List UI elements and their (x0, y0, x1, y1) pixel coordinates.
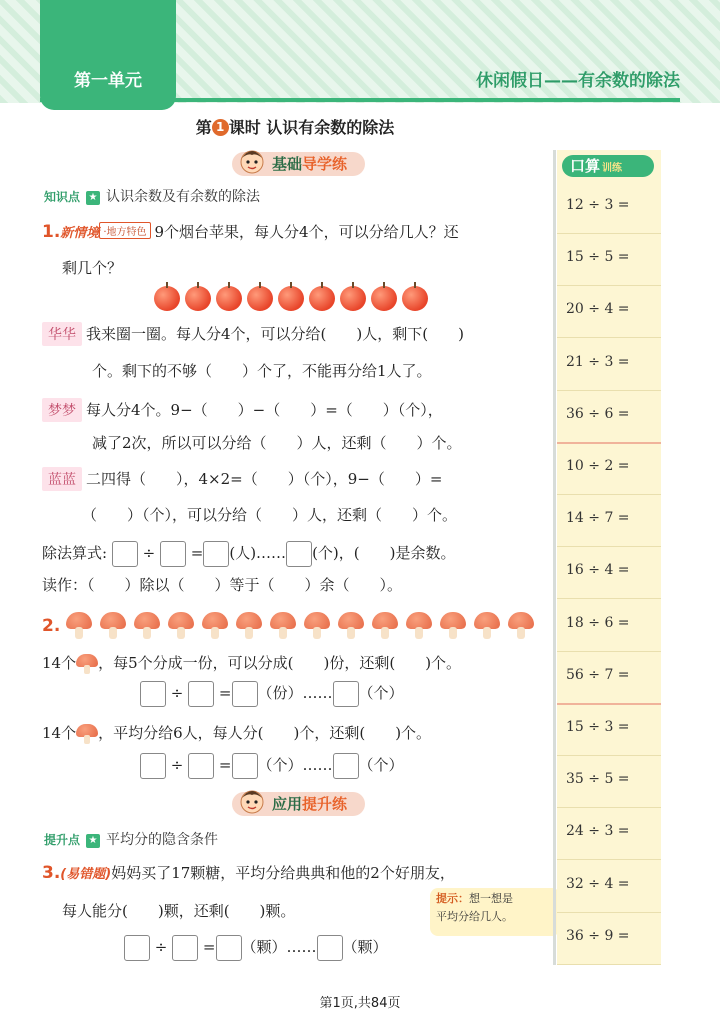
mental-math-separator (557, 598, 661, 599)
answer-box[interactable] (188, 753, 214, 779)
mental-math-item[interactable]: 15 ÷ 3 = (566, 719, 630, 735)
q2-line-2 (42, 722, 431, 744)
mushroom-icon (474, 612, 500, 640)
lesson-name: 认识有余数的除法 (266, 118, 395, 137)
new-context-tag: 新情境 (60, 226, 100, 241)
apple-icon (402, 286, 428, 311)
mushroom-icon (76, 654, 98, 674)
q2-line-2-pre: 14个 (42, 724, 77, 742)
knowledge-point-tag: 知识点 (44, 190, 81, 204)
mental-math-item[interactable]: 12 ÷ 3 = (566, 197, 630, 213)
speaker-lanlan: 蓝蓝 (42, 467, 82, 491)
answer-box[interactable] (160, 541, 186, 567)
mushroom-icon (100, 612, 126, 640)
mental-math-item[interactable]: 14 ÷ 7 = (566, 510, 630, 527)
banner-text: 基础 (272, 155, 303, 173)
unit-title: 第一单元 (74, 71, 142, 91)
unit-remainder: (个)，( )是余数。 (312, 544, 456, 562)
knowledge-point (42, 186, 260, 206)
answer-box[interactable] (232, 681, 258, 707)
mental-math-separator (557, 233, 661, 234)
question-number: 2. (42, 616, 61, 636)
unit-items: （个） (358, 756, 404, 774)
div-sign: ÷ (170, 756, 184, 774)
huahua-line-1 (42, 322, 464, 346)
apple-row (154, 286, 428, 311)
mental-math-separator (557, 964, 661, 965)
header-divider (40, 98, 680, 102)
apple-icon (154, 286, 180, 311)
banner-highlight: 导学练 (302, 155, 348, 173)
q2-line-1 (42, 652, 461, 674)
apple-icon (371, 286, 397, 311)
lesson-number-badge: 1 (212, 119, 229, 136)
mental-math-item[interactable]: 36 ÷ 9 = (566, 927, 630, 944)
mental-math-item[interactable]: 20 ÷ 4 = (566, 301, 630, 318)
mental-math-separator (557, 755, 661, 756)
lanlan-line-2: （ ）（个），可以分给（ ）人，还剩（ ）个。 (82, 506, 458, 524)
answer-box[interactable] (172, 935, 198, 961)
mental-math-separator (557, 390, 661, 391)
mental-math-separator (557, 337, 661, 338)
question-number: 3. (42, 863, 61, 883)
page-footer: 第1页,共84页 (319, 996, 401, 1011)
mental-math-header (562, 155, 654, 177)
mushroom-icon (236, 612, 262, 640)
lanlan-text-1: 二四得（ ），4×2=（ ）（个），9−（ ）= (86, 470, 443, 488)
mushroom-icon (202, 612, 228, 640)
mental-math-separator (557, 651, 661, 652)
huahua-line-2: 个。剩下的不够（ ）个了，不能再分给1人了。 (92, 362, 432, 380)
lesson-prefix: 第 (195, 118, 212, 137)
star-icon: ★ (86, 191, 100, 205)
unit-tab (40, 0, 176, 110)
local-feature-tag: ·地方特色 (99, 222, 150, 239)
lesson-suffix: 课时 (228, 118, 261, 137)
question-1-stem (42, 221, 459, 242)
hint-text-1: 想一想是 (469, 892, 513, 905)
mental-math-subtitle: 训练 (602, 163, 623, 174)
read-as-line: 读作：（ ）除以（ ）等于（ ）余（ ）。 (42, 576, 403, 594)
answer-box[interactable] (286, 541, 312, 567)
mushroom-icon (440, 612, 466, 640)
mental-math-separator (557, 546, 661, 547)
apple-icon (216, 286, 242, 311)
answer-box[interactable] (124, 935, 150, 961)
answer-box[interactable] (140, 681, 166, 707)
answer-box[interactable] (333, 681, 359, 707)
question-3-stem (42, 862, 455, 883)
apple-icon (278, 286, 304, 311)
mental-math-separator (557, 703, 661, 705)
q2-line-2-post: ，平均分给6人，每人分( )个，还剩( )个。 (98, 724, 432, 742)
eq-sign: = (218, 756, 232, 774)
question-1-stem-cont: 剩几个？ (62, 259, 123, 277)
lanlan-line-1 (42, 467, 442, 491)
error-prone-tag: (易错题) (60, 867, 112, 882)
chapter-title: 休闲假日——有余数的除法 (476, 71, 680, 91)
mushroom-icon (168, 612, 194, 640)
mental-math-separator (557, 285, 661, 286)
question-3-stem-cont: 每人能分( )颗，还剩( )颗。 (62, 902, 296, 920)
mushroom-row (66, 612, 534, 640)
mengmeng-line-2: 减了2次，所以可以分给（ ）人，还剩（ ）个。 (92, 434, 462, 452)
mushroom-icon (134, 612, 160, 640)
div-sign: ÷ (170, 684, 184, 702)
improvement-point-text: 平均分的隐含条件 (106, 832, 219, 848)
q2-equation-2 (140, 753, 404, 779)
division-label: 除法算式: (42, 544, 108, 562)
side-divider (553, 150, 556, 965)
answer-box[interactable] (317, 935, 343, 961)
eq-sign: = (202, 938, 216, 956)
huahua-text-1: 我来圈一圈。每人分4个，可以分给( )人，剩下( ) (86, 325, 464, 343)
knowledge-point-text: 认识余数及有余数的除法 (106, 189, 261, 205)
mental-math-separator (557, 912, 661, 913)
speaker-mengmeng: 梦梦 (42, 398, 82, 422)
mental-math-title: 口算 (570, 157, 601, 175)
q2-equation-1 (140, 681, 404, 707)
unit-candies: （颗）…… (241, 938, 317, 956)
hint-title: 提示： (436, 892, 469, 905)
hint-text-2: 平均分给几人。 (436, 910, 513, 923)
answer-box[interactable] (216, 935, 242, 961)
mushroom-icon (406, 612, 432, 640)
mental-math-item[interactable]: 32 ÷ 4 = (566, 875, 630, 892)
mengmeng-line-1 (42, 398, 443, 422)
mental-math-item[interactable]: 21 ÷ 3 = (566, 353, 630, 370)
q2-line-1-pre: 14个 (42, 654, 77, 672)
mental-math-separator (557, 859, 661, 860)
mental-math-item[interactable]: 35 ÷ 5 = (566, 771, 630, 788)
unit-candies: （颗） (342, 938, 388, 956)
div-sign: ÷ (142, 544, 156, 562)
div-sign: ÷ (154, 938, 168, 956)
question-2-number (42, 616, 60, 636)
unit-portions: （份）…… (257, 684, 333, 702)
answer-box[interactable] (140, 753, 166, 779)
mushroom-icon (270, 612, 296, 640)
question-number: 1. (42, 222, 61, 242)
mengmeng-text-1: 每人分4个。9−（ ）−（ ）=（ ）（个）， (86, 401, 443, 419)
star-icon: ★ (86, 834, 100, 848)
banner-highlight: 提升练 (302, 795, 348, 813)
division-equation-1 (42, 541, 455, 567)
mushroom-icon (76, 724, 98, 744)
lesson-title (0, 115, 590, 138)
answer-box[interactable] (333, 753, 359, 779)
answer-box[interactable] (112, 541, 138, 567)
mushroom-icon (66, 612, 92, 640)
improvement-point (42, 829, 218, 849)
unit-people: (人)…… (229, 544, 287, 562)
q3-equation (124, 935, 388, 961)
eq-sign: = (190, 544, 204, 562)
mental-math-separator (557, 494, 661, 495)
mental-math-item[interactable]: 56 ÷ 7 = (566, 666, 630, 683)
improvement-point-tag: 提升点 (44, 833, 81, 847)
mushroom-icon (304, 612, 330, 640)
banner-text: 应用 (272, 795, 303, 813)
apple-icon (340, 286, 366, 311)
mental-math-item[interactable]: 15 ÷ 5 = (566, 249, 630, 266)
mental-math-item[interactable]: 18 ÷ 6 = (566, 614, 630, 631)
answer-box[interactable] (232, 753, 258, 779)
mental-math-item[interactable]: 24 ÷ 3 = (566, 823, 630, 840)
unit-items: （个） (358, 684, 404, 702)
mental-math-item[interactable]: 36 ÷ 6 = (566, 405, 630, 422)
question-text: 9个烟台苹果，每人分4个，可以分给几人？还 (154, 223, 459, 241)
apple-icon (185, 286, 211, 311)
apple-icon (309, 286, 335, 311)
mental-math-item[interactable]: 10 ÷ 2 = (566, 458, 630, 474)
apple-icon (247, 286, 273, 311)
mental-math-separator (557, 807, 661, 808)
section-banner-applied (232, 792, 365, 816)
q2-line-1-post: ，每5个分成一份，可以分成( )份，还剩( )个。 (98, 654, 462, 672)
mental-math-separator (557, 442, 661, 444)
speaker-huahua: 华华 (42, 322, 82, 346)
hint-box (430, 888, 560, 936)
question-text: 妈妈买了17颗糖，平均分给典典和他的2个好朋友， (111, 864, 455, 882)
mushroom-icon (338, 612, 364, 640)
student-mascot-icon (238, 146, 266, 176)
student-mascot-icon (238, 786, 266, 816)
mushroom-icon (372, 612, 398, 640)
unit-items: （个）…… (257, 756, 333, 774)
mental-math-item[interactable]: 16 ÷ 4 = (566, 562, 630, 579)
section-banner-basic (232, 152, 365, 176)
mental-math-column (557, 150, 661, 965)
eq-sign: = (218, 684, 232, 702)
answer-box[interactable] (203, 541, 229, 567)
mushroom-icon (508, 612, 534, 640)
answer-box[interactable] (188, 681, 214, 707)
